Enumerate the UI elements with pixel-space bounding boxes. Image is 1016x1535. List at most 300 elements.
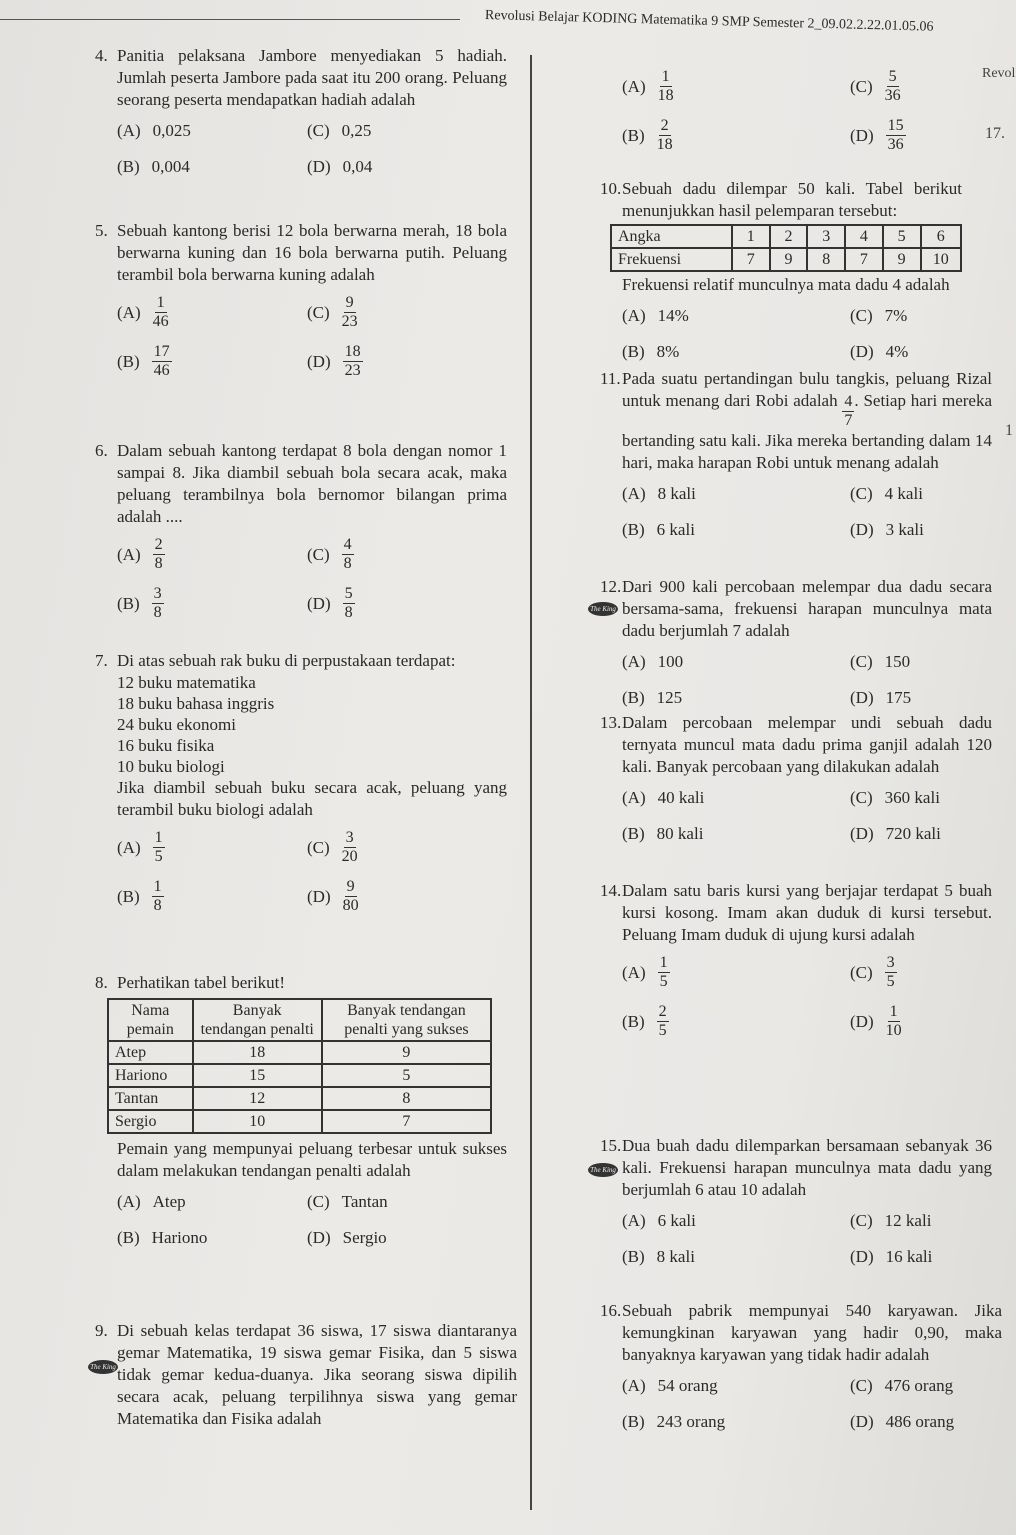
option-label: (D): [850, 1011, 874, 1031]
option-label: (C): [307, 121, 330, 140]
numerator: 4: [343, 536, 352, 553]
option-label: (C): [850, 1211, 873, 1230]
option-text: 150: [884, 652, 911, 671]
answer-option[interactable]: [622, 650, 850, 674]
question-7: [95, 650, 507, 915]
question-text: [622, 368, 992, 474]
question-number: 14.: [600, 881, 622, 900]
denominator: 8: [154, 555, 163, 572]
answer-options: [117, 119, 507, 179]
fraction: [885, 68, 901, 105]
question-16: [600, 1300, 1002, 1434]
question-text-part: Dalam satu baris kursi yang berjajar terdapat 5 buah kursi kosong. Imam akan duduk di kursi tersebut. Peluang Imam duduk di ujung kursi adalah: [622, 881, 992, 944]
answer-option[interactable]: [622, 340, 850, 364]
table-header: Banyak tendangan penalti: [193, 999, 322, 1041]
question-14: [600, 880, 992, 1040]
answer-options: [622, 304, 962, 364]
numerator: 5: [888, 68, 897, 85]
numerator: 1: [659, 954, 668, 971]
answer-option[interactable]: [622, 1410, 850, 1434]
question-number: 7.: [95, 651, 108, 670]
option-text: 8 kali: [656, 1247, 695, 1266]
table-cell: 1: [732, 225, 770, 248]
option-label: (C): [850, 1376, 873, 1395]
fraction: [152, 343, 172, 380]
answer-option[interactable]: [850, 482, 992, 506]
option-label: (D): [850, 520, 874, 539]
option-label: (B): [622, 520, 645, 539]
answer-option[interactable]: [307, 536, 507, 573]
numerator: 17: [153, 343, 170, 360]
denominator: 46: [153, 362, 170, 379]
table-row: [611, 248, 961, 271]
denominator: 10: [885, 1022, 902, 1039]
option-text: 0,025: [152, 121, 191, 140]
fraction: [842, 393, 854, 430]
option-text: 54 orang: [657, 1376, 718, 1395]
numerator: 1: [154, 829, 163, 846]
question-: [622, 60, 904, 154]
table-cell: 9: [883, 248, 921, 271]
option-text: 476 orang: [884, 1376, 954, 1395]
answer-option[interactable]: [307, 878, 507, 915]
table-cell: 7: [845, 248, 883, 271]
table-cell: 7: [322, 1110, 491, 1133]
answer-option[interactable]: [850, 1374, 1002, 1398]
answer-option[interactable]: [117, 1190, 307, 1214]
table-cell: 9: [322, 1041, 491, 1064]
question-text: [117, 220, 507, 286]
option-label: (C): [307, 544, 330, 564]
fraction: [152, 878, 164, 915]
question-text-part: Panitia pelaksana Jambore menyediakan 5 hadiah. Jumlah peserta Jambore pada saat itu 200 orang. Peluang seorang peserta mendapatkan hadiah adalah: [117, 46, 507, 109]
numerator: 2: [154, 536, 163, 553]
option-label: (D): [307, 157, 331, 176]
question-text-part: Dalam percobaan melempar undi sebuah dadu ternyata muncul mata dadu prima ganjil adalah 120 kali. Banyak percobaan yang dilakukan adalah: [622, 713, 992, 776]
option-text: 8 kali: [657, 484, 696, 503]
answer-option[interactable]: [307, 1226, 507, 1250]
dice-frequency-table: [610, 224, 962, 272]
option-label: (A): [622, 306, 646, 325]
list-item: 16 buku fisika: [117, 736, 215, 755]
question-text: [117, 440, 507, 528]
question-text: [622, 576, 992, 642]
question-text: Frekuensi relatif munculnya mata dadu 4 adalah: [622, 275, 950, 294]
option-label: (A): [622, 788, 646, 807]
answer-option[interactable]: [850, 1245, 992, 1269]
numerator: 9: [346, 878, 355, 895]
question-text: [117, 972, 507, 994]
option-label: (A): [117, 121, 141, 140]
option-text: 175: [885, 688, 912, 707]
option-label: (D): [850, 688, 874, 707]
table-cell: Sergio: [108, 1110, 193, 1133]
question-8: [95, 972, 507, 1250]
answer-options: [622, 1374, 1002, 1434]
table-header: Nama pemain: [108, 999, 193, 1041]
option-label: (B): [117, 593, 140, 613]
option-text: 12 kali: [884, 1211, 932, 1230]
option-label: (B): [117, 1228, 140, 1247]
option-label: (B): [622, 1011, 645, 1031]
option-text: Tantan: [341, 1192, 388, 1211]
option-text: 6 kali: [656, 520, 695, 539]
option-label: (B): [117, 157, 140, 176]
numerator: 18: [344, 343, 361, 360]
denominator: 7: [844, 412, 853, 429]
fraction: [343, 343, 363, 380]
logo-the-king: The King: [588, 602, 618, 616]
margin-number: 17.: [985, 125, 1005, 142]
table-cell: Hariono: [108, 1064, 193, 1087]
table-cell: 2: [770, 225, 808, 248]
denominator: 5: [154, 848, 163, 865]
denominator: 46: [152, 313, 169, 330]
fraction: [153, 829, 165, 866]
answer-option[interactable]: [117, 536, 307, 573]
option-label: (D): [850, 125, 874, 145]
answer-option[interactable]: [307, 829, 507, 866]
question-text: [622, 1135, 992, 1201]
denominator: 80: [342, 897, 359, 914]
table-cell: 10: [921, 248, 962, 271]
question-text-part: Pada suatu pertandingan bulu tangkis, peluang Rizal untuk menang dari Robi adalah: [622, 369, 992, 410]
fraction: [152, 585, 164, 622]
question-number: 15.: [600, 1136, 622, 1155]
answer-option[interactable]: [622, 686, 850, 710]
question-text: Jika diambil sebuah buku secara acak, peluang yang terambil buku biologi adalah: [117, 778, 507, 819]
fraction: [658, 68, 674, 105]
option-label: (C): [850, 484, 873, 503]
answer-option[interactable]: [307, 343, 507, 380]
table-cell: 8: [807, 248, 845, 271]
answer-option[interactable]: [850, 304, 962, 328]
option-label: (B): [117, 886, 140, 906]
table-cell: 3: [807, 225, 845, 248]
option-label: (C): [850, 76, 873, 96]
option-label: (B): [622, 688, 645, 707]
option-label: (A): [117, 302, 141, 322]
fraction: [342, 829, 358, 866]
numerator: 3: [886, 954, 895, 971]
option-label: (C): [307, 837, 330, 857]
option-label: (A): [117, 1192, 141, 1211]
answer-option[interactable]: [117, 829, 307, 866]
question-text-part: Sebuah dadu dilempar 50 kali. Tabel berikut menunjukkan hasil pelemparan tersebut:: [622, 179, 962, 220]
question-11: [600, 368, 993, 542]
option-label: (A): [622, 962, 646, 982]
option-label: (A): [117, 837, 141, 857]
answer-option[interactable]: [307, 155, 507, 179]
answer-option[interactable]: [622, 822, 850, 846]
answer-option[interactable]: [117, 878, 307, 915]
answer-option[interactable]: [307, 1190, 507, 1214]
option-label: (B): [622, 342, 645, 361]
question-number: 12.: [600, 577, 622, 596]
table-cell: 18: [193, 1041, 322, 1064]
option-label: (D): [307, 351, 331, 371]
logo-the-king: The King: [88, 1360, 118, 1374]
question-text-part: Dua buah dadu dilemparkan bersamaan sebanyak 36 kali. Frekuensi harapan munculnya mata dadu yang berjumlah 6 atau 10 adalah: [622, 1136, 992, 1199]
option-text: 7%: [884, 306, 908, 325]
question-text-part: Sebuah pabrik mempunyai 540 karyawan. Jika kemungkinan karyawan yang hadir 0,90, maka banyaknya karyawan yang tidak hadir adalah: [622, 1301, 1002, 1364]
option-label: (C): [850, 306, 873, 325]
answer-option[interactable]: [622, 1245, 850, 1269]
option-text: 4%: [885, 342, 909, 361]
question-number: 5.: [95, 221, 108, 240]
option-label: (C): [307, 1192, 330, 1211]
fraction: [342, 294, 358, 331]
numerator: 1: [661, 68, 670, 85]
option-text: 4 kali: [884, 484, 923, 503]
question-text: [622, 1300, 1002, 1366]
answer-option[interactable]: [117, 1226, 307, 1250]
numerator: 1: [156, 294, 165, 311]
denominator: 5: [658, 1022, 667, 1039]
numerator: 5: [344, 585, 353, 602]
list-item: 12 buku matematika: [117, 673, 256, 692]
fraction: [657, 1003, 669, 1040]
numerator: 2: [660, 117, 669, 134]
answer-option[interactable]: [850, 786, 992, 810]
table-cell: Atep: [108, 1041, 193, 1064]
margin-text: Revol: [982, 66, 1016, 81]
answer-option[interactable]: [307, 294, 507, 331]
question-text: [117, 650, 507, 672]
option-text: 8%: [656, 342, 680, 361]
question-text-part: Dalam sebuah kantong terdapat 8 bola dengan nomor 1 sampai 8. Jika diambil sebuah bola secara acak, maka peluang terambilnya bola bernomor bilangan prima adalah ....: [117, 441, 507, 526]
option-label: (B): [622, 1412, 645, 1431]
option-text: 3 kali: [885, 520, 924, 539]
table-cell: 12: [193, 1087, 322, 1110]
denominator: 18: [657, 87, 674, 104]
answer-option[interactable]: [622, 786, 850, 810]
answer-option[interactable]: [307, 119, 507, 143]
option-label: (D): [850, 1247, 874, 1266]
question-text-part: Di sebuah kelas terdapat 36 siswa, 17 siswa diantaranya gemar Matematika, 19 siswa gemar Fisika, dan 5 siswa tidak gemar kedua-duanya. Jika seorang siswa dipilih secara acak, peluang terpilihnya siswa yang gemar Matematika dan Fisika adalah: [117, 1321, 517, 1428]
fraction: [153, 536, 165, 573]
answer-option[interactable]: [622, 482, 850, 506]
answer-option[interactable]: [622, 117, 850, 154]
option-label: (A): [117, 544, 141, 564]
question-number: 6.: [95, 441, 108, 460]
answer-option[interactable]: [622, 68, 850, 105]
table-cell: 4: [845, 225, 883, 248]
numerator: 4: [844, 393, 853, 410]
answer-options: [622, 68, 904, 154]
table-cell: Tantan: [108, 1087, 193, 1110]
option-text: 14%: [657, 306, 689, 325]
logo-the-king: The King: [588, 1163, 618, 1177]
option-label: (C): [307, 302, 330, 322]
denominator: 8: [343, 555, 352, 572]
answer-option[interactable]: [850, 340, 962, 364]
table-cell: 15: [193, 1064, 322, 1087]
table-row: [108, 1064, 491, 1087]
question-10: [600, 178, 962, 364]
denominator: 20: [341, 848, 358, 865]
question-text-part: . Setiap hari mereka bertanding satu kali. Jika mereka bertanding dalam 14 hari, maka harapan Robi untuk menang adalah: [622, 391, 993, 472]
question-number: 11.: [600, 369, 621, 388]
denominator: 23: [344, 362, 361, 379]
table-cell: 10: [193, 1110, 322, 1133]
answer-option[interactable]: [117, 294, 307, 331]
question-text: [622, 712, 992, 778]
option-label: (D): [307, 593, 331, 613]
table-cell: Angka: [611, 225, 732, 248]
book-list: [117, 672, 507, 777]
denominator: 5: [886, 973, 895, 990]
option-text: 100: [657, 652, 684, 671]
fraction: [153, 294, 169, 331]
option-label: (D): [850, 342, 874, 361]
option-text: 16 kali: [885, 1247, 933, 1266]
fraction: [886, 1003, 902, 1040]
denominator: 36: [887, 136, 904, 153]
answer-option[interactable]: [622, 1003, 850, 1040]
list-item: 18 buku bahasa inggris: [117, 694, 275, 713]
answer-option[interactable]: [117, 585, 307, 622]
option-text: 40 kali: [657, 788, 705, 807]
table-cell: 7: [732, 248, 770, 271]
option-text: 360 kali: [884, 788, 940, 807]
question-text: [622, 880, 992, 946]
header-rule: [0, 19, 460, 20]
question-number: 13.: [600, 713, 622, 732]
answer-option[interactable]: [850, 68, 906, 105]
option-label: (A): [622, 1376, 646, 1395]
option-label: (D): [307, 886, 331, 906]
numerator: 3: [153, 585, 162, 602]
question-text-part: Dari 900 kali percobaan melempar dua dadu secara bersama-sama, frekuensi harapan munculnya mata dadu berjumlah 7 adalah: [622, 577, 992, 640]
option-label: (B): [622, 1247, 645, 1266]
answer-option[interactable]: [307, 585, 507, 622]
option-text: 125: [656, 688, 683, 707]
answer-options: [622, 650, 992, 710]
option-text: Atep: [152, 1192, 186, 1211]
question-6: [95, 440, 507, 622]
option-text: 720 kali: [885, 824, 941, 843]
answer-option[interactable]: [622, 518, 850, 542]
answer-options: [622, 482, 992, 542]
denominator: 18: [656, 136, 673, 153]
question-number: 10.: [600, 179, 622, 198]
question-text: Pemain yang mempunyai peluang terbesar untuk sukses dalam melakukan tendangan penalti adalah: [117, 1139, 507, 1180]
table-row: [108, 1110, 491, 1133]
numerator: 15: [887, 117, 904, 134]
column-divider: [530, 55, 532, 1510]
option-label: (A): [622, 652, 646, 671]
list-item: 24 buku ekonomi: [117, 715, 236, 734]
denominator: 8: [153, 604, 162, 621]
answer-options: [117, 1190, 507, 1250]
fraction: [343, 878, 359, 915]
question-number: 9.: [95, 1321, 108, 1340]
numerator: 1: [153, 878, 162, 895]
answer-option[interactable]: [850, 1410, 1002, 1434]
question-text: [117, 1320, 517, 1430]
answer-options: [117, 536, 507, 622]
table-cell: 5: [322, 1064, 491, 1087]
fraction: [342, 536, 354, 573]
answer-option[interactable]: [117, 155, 307, 179]
question-5: [95, 220, 507, 380]
fraction: [343, 585, 355, 622]
option-label: (C): [850, 652, 873, 671]
question-4: [95, 45, 507, 179]
answer-option[interactable]: [622, 1209, 850, 1233]
option-text: Sergio: [342, 1228, 387, 1247]
question-text: [622, 178, 962, 222]
question-number: 8.: [95, 973, 108, 992]
option-label: (A): [622, 1211, 646, 1230]
answer-option[interactable]: [850, 686, 992, 710]
option-label: (C): [850, 788, 873, 807]
answer-option[interactable]: [850, 954, 992, 991]
table-row: [611, 225, 961, 248]
option-label: (D): [850, 824, 874, 843]
option-label: (B): [117, 351, 140, 371]
denominator: 23: [341, 313, 358, 330]
numerator: 9: [345, 294, 354, 311]
question-number: 4.: [95, 46, 108, 65]
table-header: Banyak tendangan penalti yang sukses: [322, 999, 491, 1041]
table-row: [108, 1087, 491, 1110]
option-text: 0,25: [341, 121, 372, 140]
answer-option[interactable]: [622, 304, 850, 328]
answer-option[interactable]: [117, 119, 307, 143]
table-row: [108, 1041, 491, 1064]
answer-option[interactable]: [850, 1209, 992, 1233]
answer-option[interactable]: [850, 117, 906, 154]
numerator: 2: [658, 1003, 667, 1020]
question-text-part: Perhatikan tabel berikut!: [117, 973, 286, 992]
fraction: [886, 117, 906, 154]
page-header: Revolusi Belajar KODING Matematika 9 SMP Semester 2_09.02.2.22.01.05.06: [484, 8, 934, 35]
answer-option[interactable]: [117, 343, 307, 380]
option-label: (D): [850, 1412, 874, 1431]
penalty-table: [107, 998, 492, 1134]
table-cell: 5: [883, 225, 921, 248]
answer-option[interactable]: [850, 650, 992, 674]
answer-options: [622, 1209, 992, 1269]
question-text-part: Di atas sebuah rak buku di perpustakaan terdapat:: [117, 651, 456, 670]
table-cell: 9: [770, 248, 808, 271]
question-text-part: Sebuah kantong berisi 12 bola berwarna merah, 18 bola berwarna kuning dan 16 bola berwarna putih. Peluang terambil bola berwarna kuning adalah: [117, 221, 507, 284]
answer-option[interactable]: [850, 1003, 992, 1040]
answer-option[interactable]: [850, 518, 992, 542]
option-label: (D): [307, 1228, 331, 1247]
denominator: 36: [884, 87, 901, 104]
answer-options: [117, 294, 507, 380]
denominator: 5: [659, 973, 668, 990]
denominator: 8: [344, 604, 353, 621]
fraction: [657, 117, 673, 154]
option-text: 80 kali: [656, 824, 704, 843]
option-text: 6 kali: [657, 1211, 696, 1230]
option-label: (C): [850, 962, 873, 982]
answer-option[interactable]: [622, 954, 850, 991]
answer-option[interactable]: [622, 1374, 850, 1398]
question-13: [600, 712, 992, 846]
option-text: Hariono: [151, 1228, 208, 1247]
option-text: 0,004: [151, 157, 190, 176]
table-cell: Frekuensi: [611, 248, 732, 271]
option-label: (A): [622, 76, 646, 96]
fraction: [658, 954, 670, 991]
answer-options: [622, 954, 992, 1040]
answer-option[interactable]: [850, 822, 992, 846]
